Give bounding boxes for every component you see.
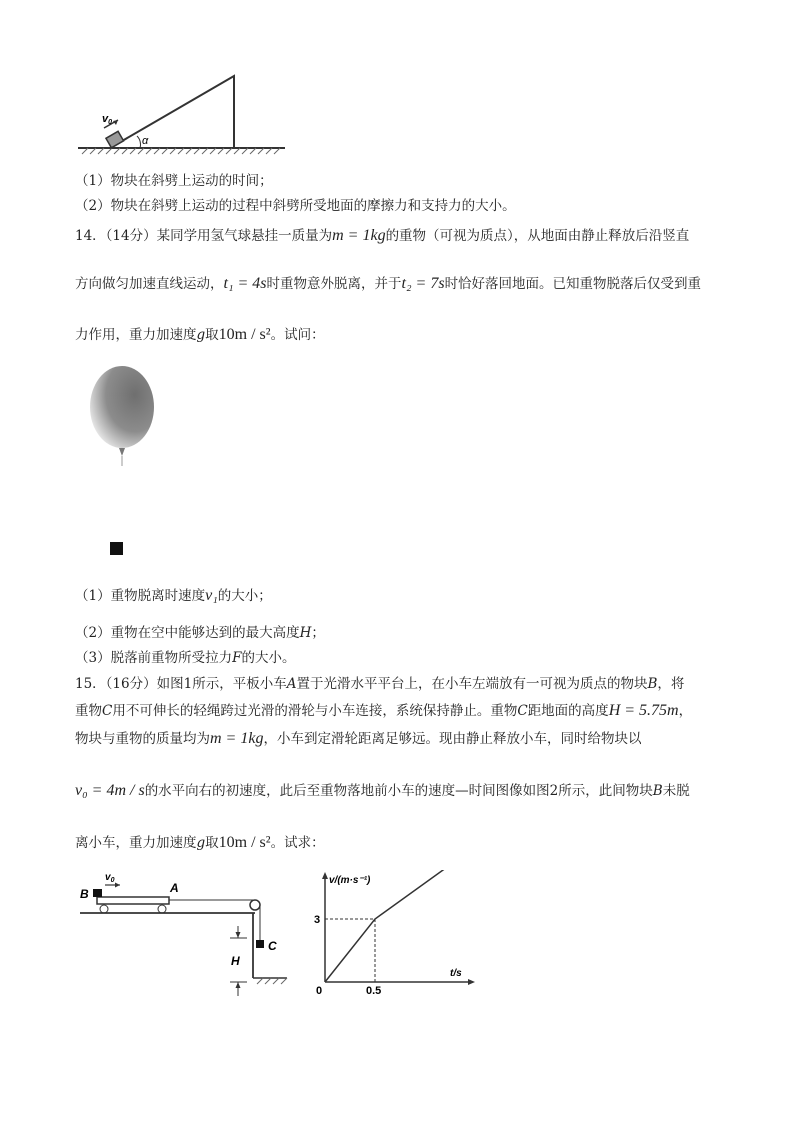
y-axis-label: v/(m·s⁻¹) [329, 875, 371, 886]
q14-sub3: （3）脱落前重物所受拉力F的大小。 [75, 650, 296, 666]
q13-sub2: （2）物块在斜劈上运动的过程中斜劈所受地面的摩擦力和支持力的大小。 [75, 198, 516, 214]
balloon-figure [82, 362, 172, 562]
q15-line5: 离小车，重力加速度g取10m / s²。试求： [75, 834, 325, 851]
balloon [90, 366, 154, 448]
v0-label: v0 [102, 113, 113, 126]
svg-text:A: A [170, 881, 179, 895]
angle-label: α [142, 135, 149, 147]
origin-label: 0 [316, 985, 323, 997]
weight-C [256, 940, 264, 948]
svg-text:v0: $v_0$ [105, 872, 115, 884]
q15-line2: 重物C用不可伸长的轻绳跨过光滑的滑轮与小车连接，系统保持静止。重物C距地面的高度H = 5.75m， [75, 702, 693, 719]
q13-sub1: （1）物块在斜劈上运动的时间； [75, 173, 273, 189]
cart-pulley-figure [75, 868, 290, 1003]
x-axis-label: t/s [450, 968, 462, 979]
q14-sub2: （2）重物在空中能够达到的最大高度H； [75, 625, 325, 641]
q14-line2: 方向做匀加速直线运动，t₁ = 4s时重物意外脱离，并于t₂ = 7s时恰好落回地面。已知重物脱落后仅受到重 [75, 275, 702, 292]
svg-text:C: C [268, 939, 277, 953]
x-tick-label: 0.5 [366, 985, 382, 997]
q15-line3: 物块与重物的质量均为m = 1kg，小车到定滑轮距离足够远。现由静止释放小车，同时给物块以 [75, 730, 642, 747]
svg-text:H: H [231, 954, 240, 968]
vt-chart [305, 870, 490, 1000]
q14-sub1: （1）重物脱离时速度v₁的大小； [75, 587, 272, 604]
weight-block [110, 542, 123, 555]
q14-line1: 14．（14分）某同学用氢气球悬挂一质量为m = 1kg的重物（可视为质点），从地面由静止释放后沿竖直 [75, 227, 690, 244]
y-tick-label: 3 [314, 914, 321, 926]
q14-line3: 力作用，重力加速度g取10m / s²。试问： [75, 326, 325, 343]
q15-line4: v₀ = 4m / s的水平向右的初速度，此后至重物落地前小车的速度—时间图像如图2所示，此间物块B未脱 [75, 782, 690, 799]
incline-figure [70, 62, 290, 162]
series-line [325, 870, 445, 982]
svg-text:B: B [80, 887, 89, 901]
block-B [93, 889, 102, 897]
q15-line1: 15．（16分）如图1所示，平板小车A置于光滑水平平台上，在小车左端放有一可视为质点的物块B，将 [75, 676, 685, 692]
